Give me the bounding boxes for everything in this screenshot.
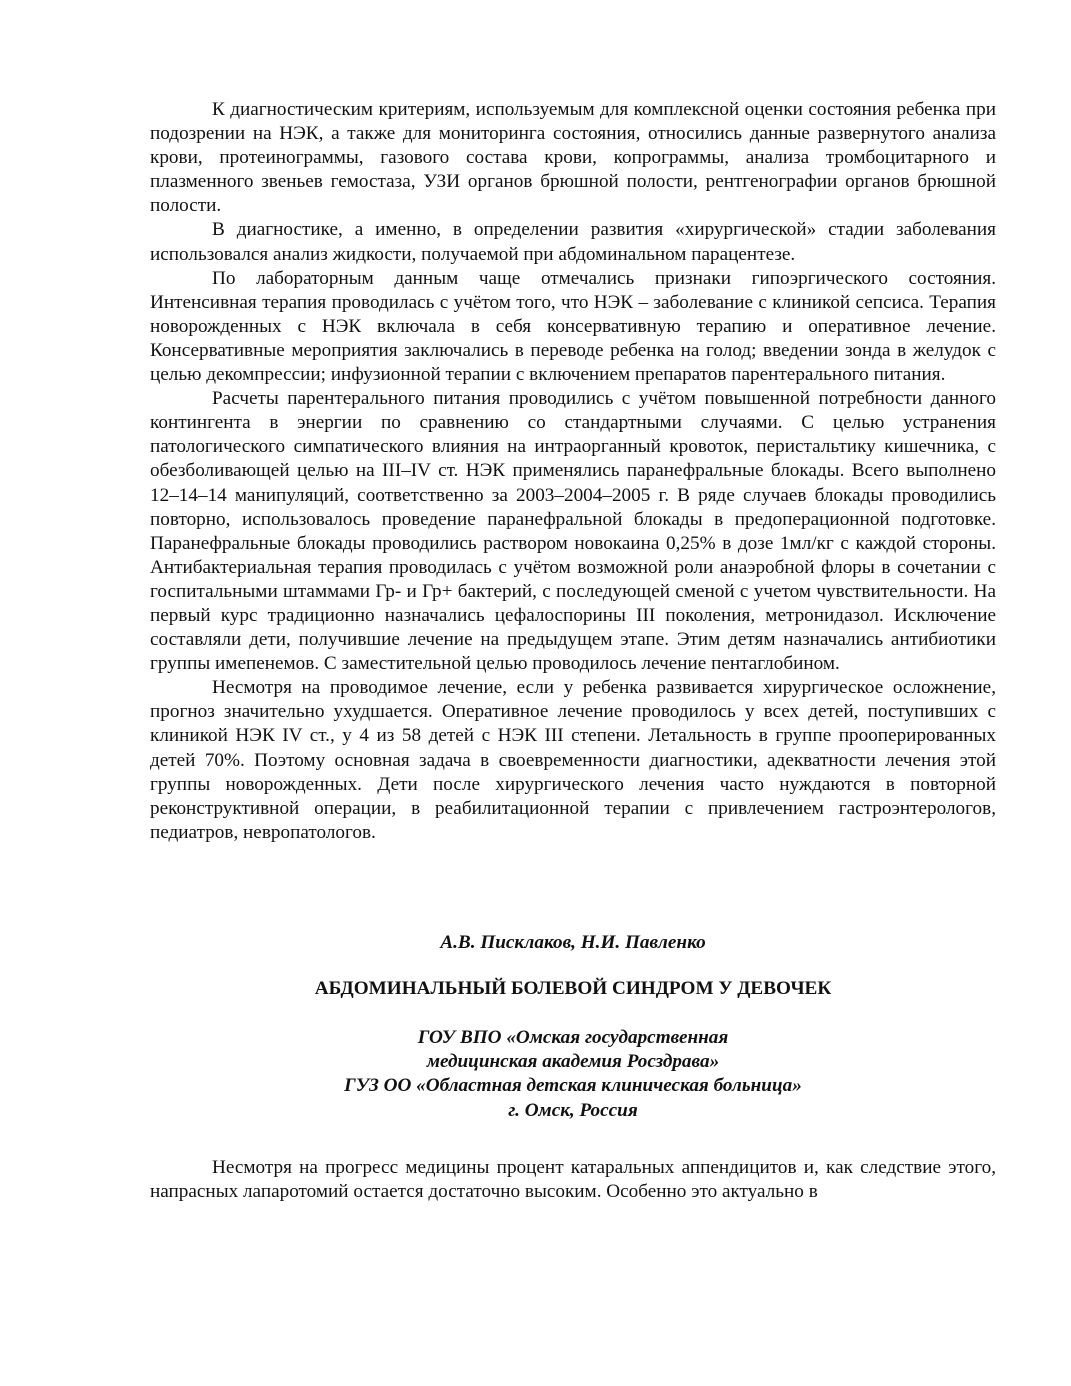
affiliation-line: ГОУ ВПО «Омская государственная [417,1026,729,1048]
article-intro-paragraph: Несмотря на прогресс медицины процент катаральных аппендицитов и, как следствие этого, напрасных лапаротомий остается достаточно высоким. Особенно это актуально в [150,1156,996,1202]
article-title: АБДОМИНАЛЬНЫЙ БОЛЕВОЙ СИНДРОМ У ДЕВОЧЕК [314,977,832,999]
body-paragraph: По лабораторным данным чаще отмечались признаки гипоэргического состояния. Интенсивная терапия проводилась с учётом того, что НЭК – заболевание с клиникой сепсиса. Терапия новорожденных с НЭК включала в себя консервативную терапию и оперативное лечение. Консервативные мероприятия заключались в переводе ребенка на голод; введении зонда в желудок с целью декомпрессии; инфузионной терапии с включением препаратов парентерального питания. [150,267,996,386]
article-affiliation [150,1026,996,1123]
affiliation-line: ГУЗ ОО «Областная детская клиническая больница» [344,1075,802,1097]
section-spacer [150,845,996,931]
article-authors: А.В. Писклаков, Н.И. Павленко [440,931,706,953]
document-page [150,98,996,1204]
body-paragraph: Несмотря на проводимое лечение, если у ребенка развивается хирургическое осложнение, прогноз значительно ухудшается. Оперативное лечение проводилось у всех детей, поступивших с клиникой НЭК IV ст., у 4 из 58 детей с НЭК III степени. Летальность в группе прооперированных детей 70%. Поэтому основная задача в своевременности диагностики, адекватности лечения этой группы новорожденных. Дети после хирургического лечения часто нуждаются в повторной реконструктивной операции, в реабилитационной терапии с привлечением гастроэнтерологов, педиатров, невропатологов. [150,677,996,843]
body-paragraph: В диагностике, а именно, в определении развития «хирургической» стадии заболевания использовался анализ жидкости, получаемой при абдоминальном парацентезе. [150,219,996,265]
body-paragraph: Расчеты парентерального питания проводились с учётом повышенной потребности данного контингента в энергии по сравнению со стандартными случаями. С целью устранения патологического симпатического влияния на интраорганный кровоток, перистальтику кишечника, с обезболивающей целью на III–IV ст. НЭК применялись паранефральные блокады. Всего выполнено 12–14–14 манипуляций, соответственно за 2003–2004–2005 г. В ряде случаев блокады проводились повторно, использовалось проведение паранефральной блокады в предоперационной подготовке. Паранефральные блокады проводились раствором новокаина 0,25% в дозе 1мл/кг с каждой стороны. Антибактериальная терапия проводилась с учётом возможной роли анаэробной флоры в сочетании с госпитальными штаммами Гр- и Гр+ бактерий, с последующей сменой с учетом чувствительности. На первый курс традиционно назначались цефалоспорины III поколения, метронидазол. Исключение составляли дети, получившие лечение на предыдущем этапе. Этим детям назначались антибиотики группы имепенемов. С заместительной целью проводилось лечение пентаглобином. [150,388,996,675]
affiliation-line: г. Омск, Россия [508,1099,638,1121]
body-paragraph: К диагностическим критериям, используемым для комплексной оценки состояния ребенка при подозрении на НЭК, а также для мониторинга состояния, относились данные развернутого анализа крови, протеинограммы, газового состава крови, копрограммы, анализа тромбоцитарного и плазменного звеньев гемостаза, УЗИ органов брюшной полости, рентгенографии органов брюшной полости. [150,99,996,217]
affiliation-line: медицинская академия Росздрава» [426,1051,720,1073]
